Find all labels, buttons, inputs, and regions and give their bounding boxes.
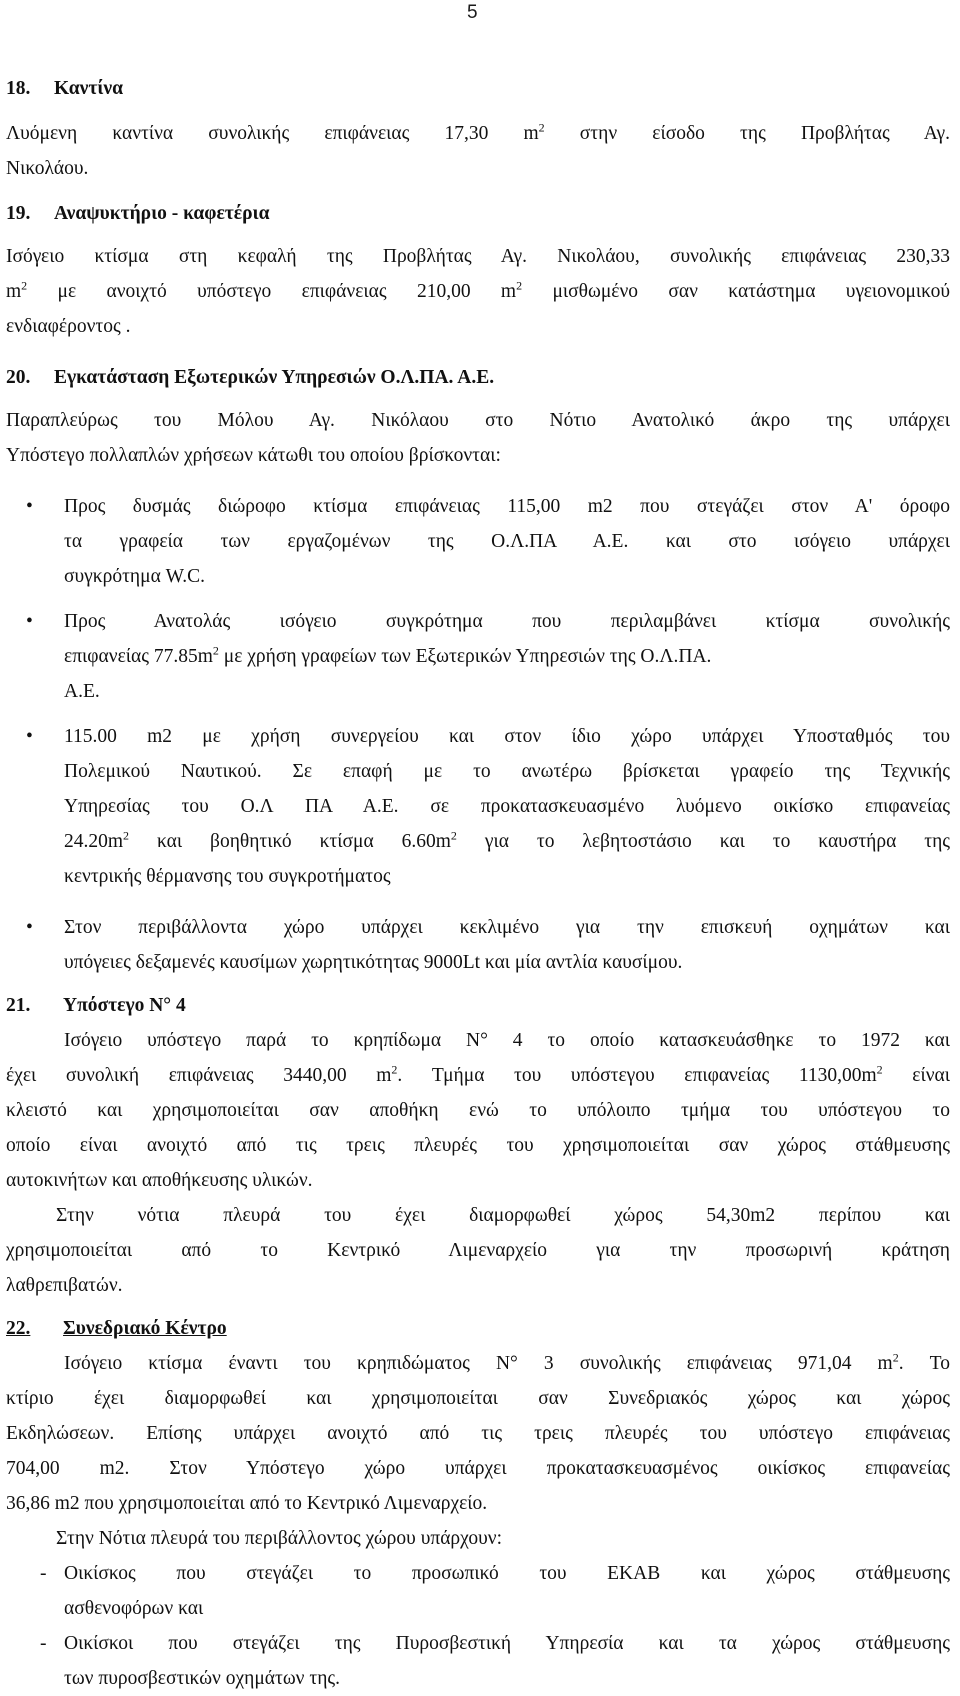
paragraph-line: Στην νότια πλευρά του έχει διαμορφωθεί χώρος 54,30m2 περίπου και	[56, 1205, 950, 1226]
paragraph-line: κλειστό και χρησιμοποιείται σαν αποθήκη ενώ το υπόλοιπο τμήμα του υπόστεγου το	[6, 1100, 950, 1121]
paragraph-line: 704,00 m2. Στον Υπόστεγο χώρο υπάρχει προκατασκευασμένος οικίσκος επιφανείας	[6, 1458, 950, 1479]
heading-22	[6, 1311, 950, 1346]
paragraph-line: Νικολάου.	[6, 158, 89, 179]
paragraph-line: Παραπλεύρως του Μόλου Αγ. Νικόλαου στο Νότιο Ανατολικό άκρο της υπάρχει	[6, 410, 950, 431]
bullet-list	[6, 489, 950, 980]
heading-20	[6, 360, 950, 395]
paragraph-line: Υπόστεγο πολλαπλών χρήσεων κάτωθι του οποίου βρίσκονται:	[6, 445, 501, 466]
paragraph-line: κτίριο έχει διαμορφωθεί και χρησιμοποιείται σαν Συνεδριακός χώρος και χώρος	[6, 1388, 950, 1409]
paragraph-line: λαθρεπιβατών.	[6, 1275, 123, 1296]
bullet-icon: •	[26, 496, 33, 517]
paragraph-line: Λυόμενη καντίνα συνολικής επιφάνειας 17,30 $m^2$ στην είσοδο της Προβλήτας Αγ.	[6, 120, 950, 144]
list-item: - Οικίσκος που στεγάζει το προσωπικό του ΕΚΑΒ και χώρος στάθμευσης ασθενοφόρων και	[6, 1556, 950, 1626]
bullet-icon: •	[26, 917, 33, 938]
list-item: • Προς δυσμάς διώροφο κτίσμα επιφάνειας 115,00 m2 που στεγάζει στον Α' όροφο τα γραφεία των εργαζομένων της Ο.Λ.ΠΑ Α.Ε. και στο ισόγειο υπάρχει συγκρότημα W.C.	[6, 489, 950, 594]
bullet-icon: •	[26, 726, 33, 747]
paragraph-line: Στην Νότια πλευρά του περιβάλλοντος χώρου υπάρχουν:	[56, 1528, 503, 1549]
paragraph-line: Ισόγειο κτίσμα στη κεφαλή της Προβλήτας Αγ. Νικολάου, συνολικής επιφάνειας 230,33	[6, 246, 950, 267]
heading-number: 21.	[6, 995, 31, 1016]
heading-18	[6, 71, 950, 106]
heading-number: 22.	[6, 1318, 31, 1339]
paragraph-line: Εκδηλώσεων. Επίσης υπάρχει ανοιχτό από τις τρεις πλευρές του υπόστεγο επιφάνειας	[6, 1423, 950, 1444]
document-page	[6, 71, 950, 1696]
page-number: 5	[467, 2, 478, 23]
paragraph-line: χρησιμοποιείται από το Κεντρικό Λιμεναρχείο για την προσωρινή κράτηση	[6, 1240, 950, 1261]
paragraph-line: $m^2$ με ανοιχτό υπόστεγο επιφάνειας 210,00 $m^2$ μισθωμένο σαν κατάστημα υγειονομικού	[6, 278, 950, 302]
heading-title: Καντίνα	[54, 78, 124, 99]
paragraph-line: οποίο είναι ανοιχτό από τις τρεις πλευρές του χρησιμοποιείται σαν χώρος στάθμευσης	[6, 1135, 950, 1156]
dash-marker: -	[40, 1633, 47, 1654]
paragraph-line: Ισόγειο κτίσμα έναντι του κρηπιδώματος N° 3 συνολικής επιφάνειας 971,04 $m^2$. Το	[64, 1350, 950, 1374]
list-item: • Στον περιβάλλοντα χώρο υπάρχει κεκλιμένο για την επισκευή οχημάτων και υπόγειες δεξαμενές καυσίμων χωρητικότητας 9000Lt και μία αντλία καυσίμου.	[6, 910, 950, 980]
heading-21	[6, 988, 950, 1023]
bullet-icon: •	[26, 611, 33, 632]
heading-number: 19.	[6, 203, 31, 224]
heading-19	[6, 196, 950, 231]
dash-marker: -	[40, 1563, 47, 1584]
heading-title: Εγκατάσταση Εξωτερικών Υπηρεσιών Ο.Λ.ΠΑ. Α.Ε.	[54, 367, 495, 388]
paragraph-line: Ισόγειο υπόστεγο παρά το κρηπίδωμα N° 4 το οποίο κατασκευάσθηκε το 1972 και	[64, 1030, 950, 1051]
paragraph-line: ενδιαφέροντος .	[6, 316, 131, 337]
list-item: - Οικίσκοι που στεγάζει της Πυροσβεστική Υπηρεσία και τα χώρος στάθμευσης των πυροσβεστικών οχημάτων της.	[6, 1626, 950, 1696]
paragraph-line: αυτοκινήτων και αποθήκευσης υλικών.	[6, 1170, 313, 1191]
heading-title: Συνεδριακό Κέντρο	[63, 1318, 227, 1339]
heading-number: 20.	[6, 367, 31, 388]
list-item: • Προς Ανατολάς ισόγειο συγκρότημα που περιλαμβάνει κτίσμα συνολικής επιφανείας $77.85m^2$ με χρήση γραφείων των Εξωτερικών Υπηρεσιών της Ο.Λ.ΠΑ. Α.Ε.	[6, 604, 950, 709]
paragraph-line: έχει συνολική επιφάνειας 3440,00 $m^2$. Τμήμα του υπόστεγου επιφανείας $1130,00m^2$ είναι	[6, 1062, 950, 1086]
heading-title: Αναψυκτήριο - καφετέρια	[54, 203, 270, 224]
heading-title: Υπόστεγο N° 4	[63, 995, 186, 1016]
heading-number: 18.	[6, 78, 31, 99]
paragraph-line: 36,86 m2 που χρησιμοποιείται από το Κεντρικό Λιμεναρχείο.	[6, 1493, 488, 1514]
list-item: • 115.00 m2 με χρήση συνεργείου και στον ίδιο χώρο υπάρχει Υποσταθμός του Πολεμικού Ναυτικού. Σε επαφή με το ανωτέρω βρίσκεται γραφείο της Τεχνικής Υπηρεσίας του Ο.Λ ΠΑ Α.Ε. σε προκατασκευασμένο λυόμενο οικίσκο επιφανείας $24.20m^2$ και βοηθητικό κτίσμα $6.60m^2$ για το λεβητοστάσιο και το καυστήρα της κεντρικής θέρμανσης του συγκροτήματος	[6, 719, 950, 894]
